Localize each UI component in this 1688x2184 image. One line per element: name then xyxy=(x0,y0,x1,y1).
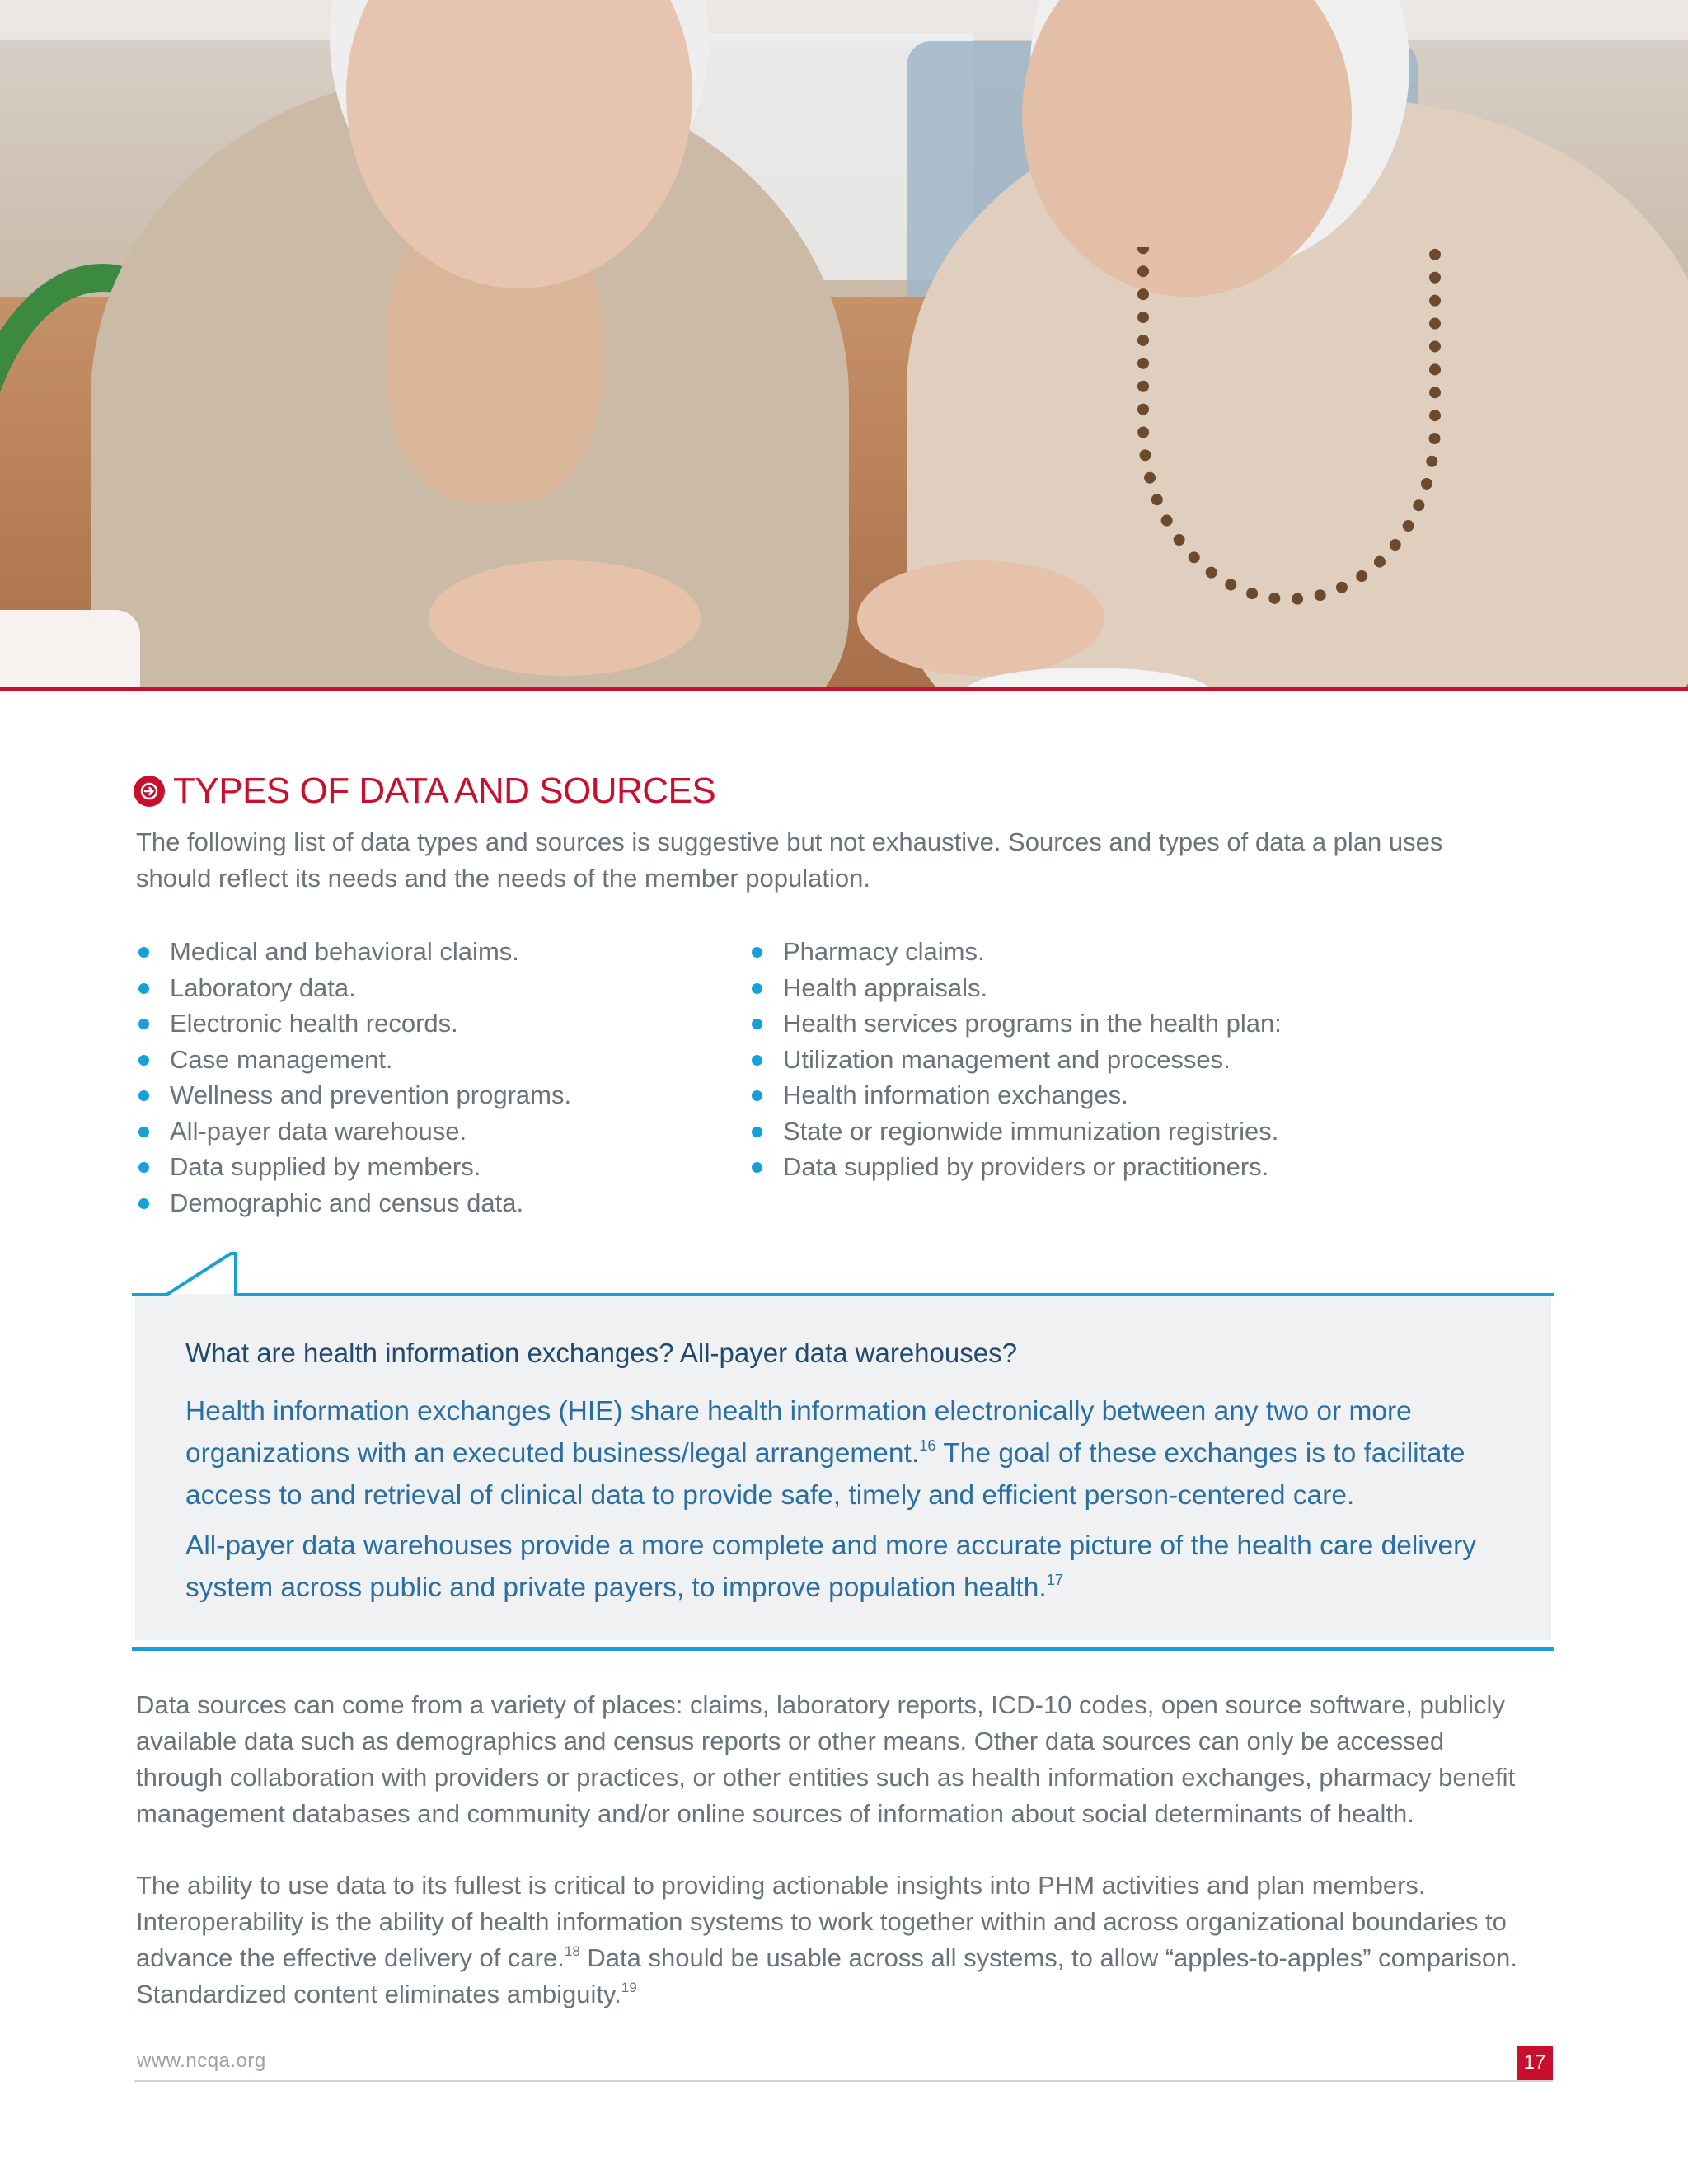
bullet-dot-icon xyxy=(752,1055,762,1066)
photo-bottom-rule xyxy=(0,687,1688,691)
footnote-ref: 16 xyxy=(919,1436,936,1455)
list-item: Pharmacy claims. xyxy=(752,934,1428,970)
callout-question: What are health information exchanges? All-payer data warehouses? xyxy=(185,1338,1017,1368)
list-item: Data supplied by providers or practitioners. xyxy=(752,1149,1428,1185)
bullet-dot-icon xyxy=(752,1127,762,1137)
bullet-dot-icon xyxy=(752,983,762,994)
section-heading xyxy=(134,766,715,816)
list-item: Health appraisals. xyxy=(752,970,1428,1006)
bullet-dot-icon xyxy=(138,1162,149,1173)
photo-hand-left xyxy=(429,560,701,676)
bullet-dot-icon xyxy=(138,1090,149,1101)
footnote-ref: 19 xyxy=(621,1980,637,1996)
list-item: Health information exchanges. xyxy=(752,1077,1428,1113)
list-item: Electronic health records. xyxy=(138,1005,715,1042)
list-item: Demographic and census data. xyxy=(138,1185,715,1221)
list-item: Wellness and prevention programs. xyxy=(138,1077,715,1113)
list-item: Laboratory data. xyxy=(138,970,715,1006)
footer-divider xyxy=(134,2080,1553,2082)
bullet-dot-icon xyxy=(752,947,762,958)
section-title: TYPES OF DATA AND SOURCES xyxy=(173,771,716,811)
body-paragraph-sources: Data sources can come from a variety of places: claims, laboratory reports, ICD-10 codes, open source software, publicly available data such as demographics and census reports or other means. Other data sources can only be accessed through collaboration with providers or practices, or other entities such as health information exchanges, pharmacy benefit management databases and community and/or online sources of information about social determinants of health. xyxy=(136,1690,1516,1828)
bullet-dot-icon xyxy=(138,1127,149,1137)
photo-hand-right xyxy=(857,560,1104,676)
intro-paragraph: The following list of data types and sources is suggestive but not exhaustive. Sources and types of data a plan uses should reflect its needs and the needs of the member population. xyxy=(136,827,1443,893)
photo-necklace xyxy=(1137,247,1441,605)
photo-teacup xyxy=(0,610,140,691)
callout-box xyxy=(132,1249,1554,1654)
bullet-dot-icon xyxy=(138,1055,149,1066)
bullet-dot-icon xyxy=(138,1198,149,1209)
bullet-dot-icon xyxy=(752,1162,762,1173)
bullet-dot-icon xyxy=(752,1090,762,1101)
list-item: Health services programs in the health plan: xyxy=(752,1005,1428,1042)
page-number: 17 xyxy=(1517,2046,1553,2080)
list-item: Case management. xyxy=(138,1042,715,1078)
bullet-dot-icon xyxy=(138,983,149,994)
hero-photo xyxy=(0,0,1688,691)
callout-paragraph-warehouses: All-payer data warehouses provide a more complete and more accurate picture of the health care delivery system across public and private payers, to improve population health.$^{17}$ xyxy=(185,1530,1477,1603)
list-item: Data supplied by members. xyxy=(138,1149,715,1185)
footnote-ref: 18 xyxy=(564,1943,580,1960)
list-item: All-payer data warehouse. xyxy=(138,1113,715,1150)
data-types-list-left xyxy=(138,934,715,1221)
list-item: Medical and behavioral claims. xyxy=(138,934,715,970)
data-types-list-right xyxy=(752,934,1428,1185)
bullet-dot-icon xyxy=(752,1019,762,1029)
footer-url[interactable]: www.ncqa.org xyxy=(137,2050,266,2072)
bullet-dot-icon xyxy=(138,947,149,958)
arrow-circle-right-icon xyxy=(134,776,165,807)
list-item: Utilization management and processes. xyxy=(752,1042,1428,1078)
callout-paragraph-hie: Health information exchanges (HIE) share health information electronically between any two or more organizations with an executed business/legal arrangement.$^{16}$ The goal of these exchanges is to facilitate access to and retrieval of clinical data to provide safe, timely and efficient person-centered care. xyxy=(185,1396,1465,1511)
list-item: State or regionwide immunization registries. xyxy=(752,1113,1428,1150)
bullet-dot-icon xyxy=(138,1019,149,1029)
body-paragraph-interoperability: The ability to use data to its fullest is critical to providing actionable insights into PHM activities and plan members. Interoperability is the ability of health information systems to work together within and across organizational boundaries to advance the effective delivery of care.$^{18}$ Data should be usable across all systems, to allow “apples-to-apples” comparison. Standardized content eliminates ambiguity.$^{19}$ xyxy=(136,1871,1518,2008)
footnote-ref: 17 xyxy=(1046,1571,1064,1589)
